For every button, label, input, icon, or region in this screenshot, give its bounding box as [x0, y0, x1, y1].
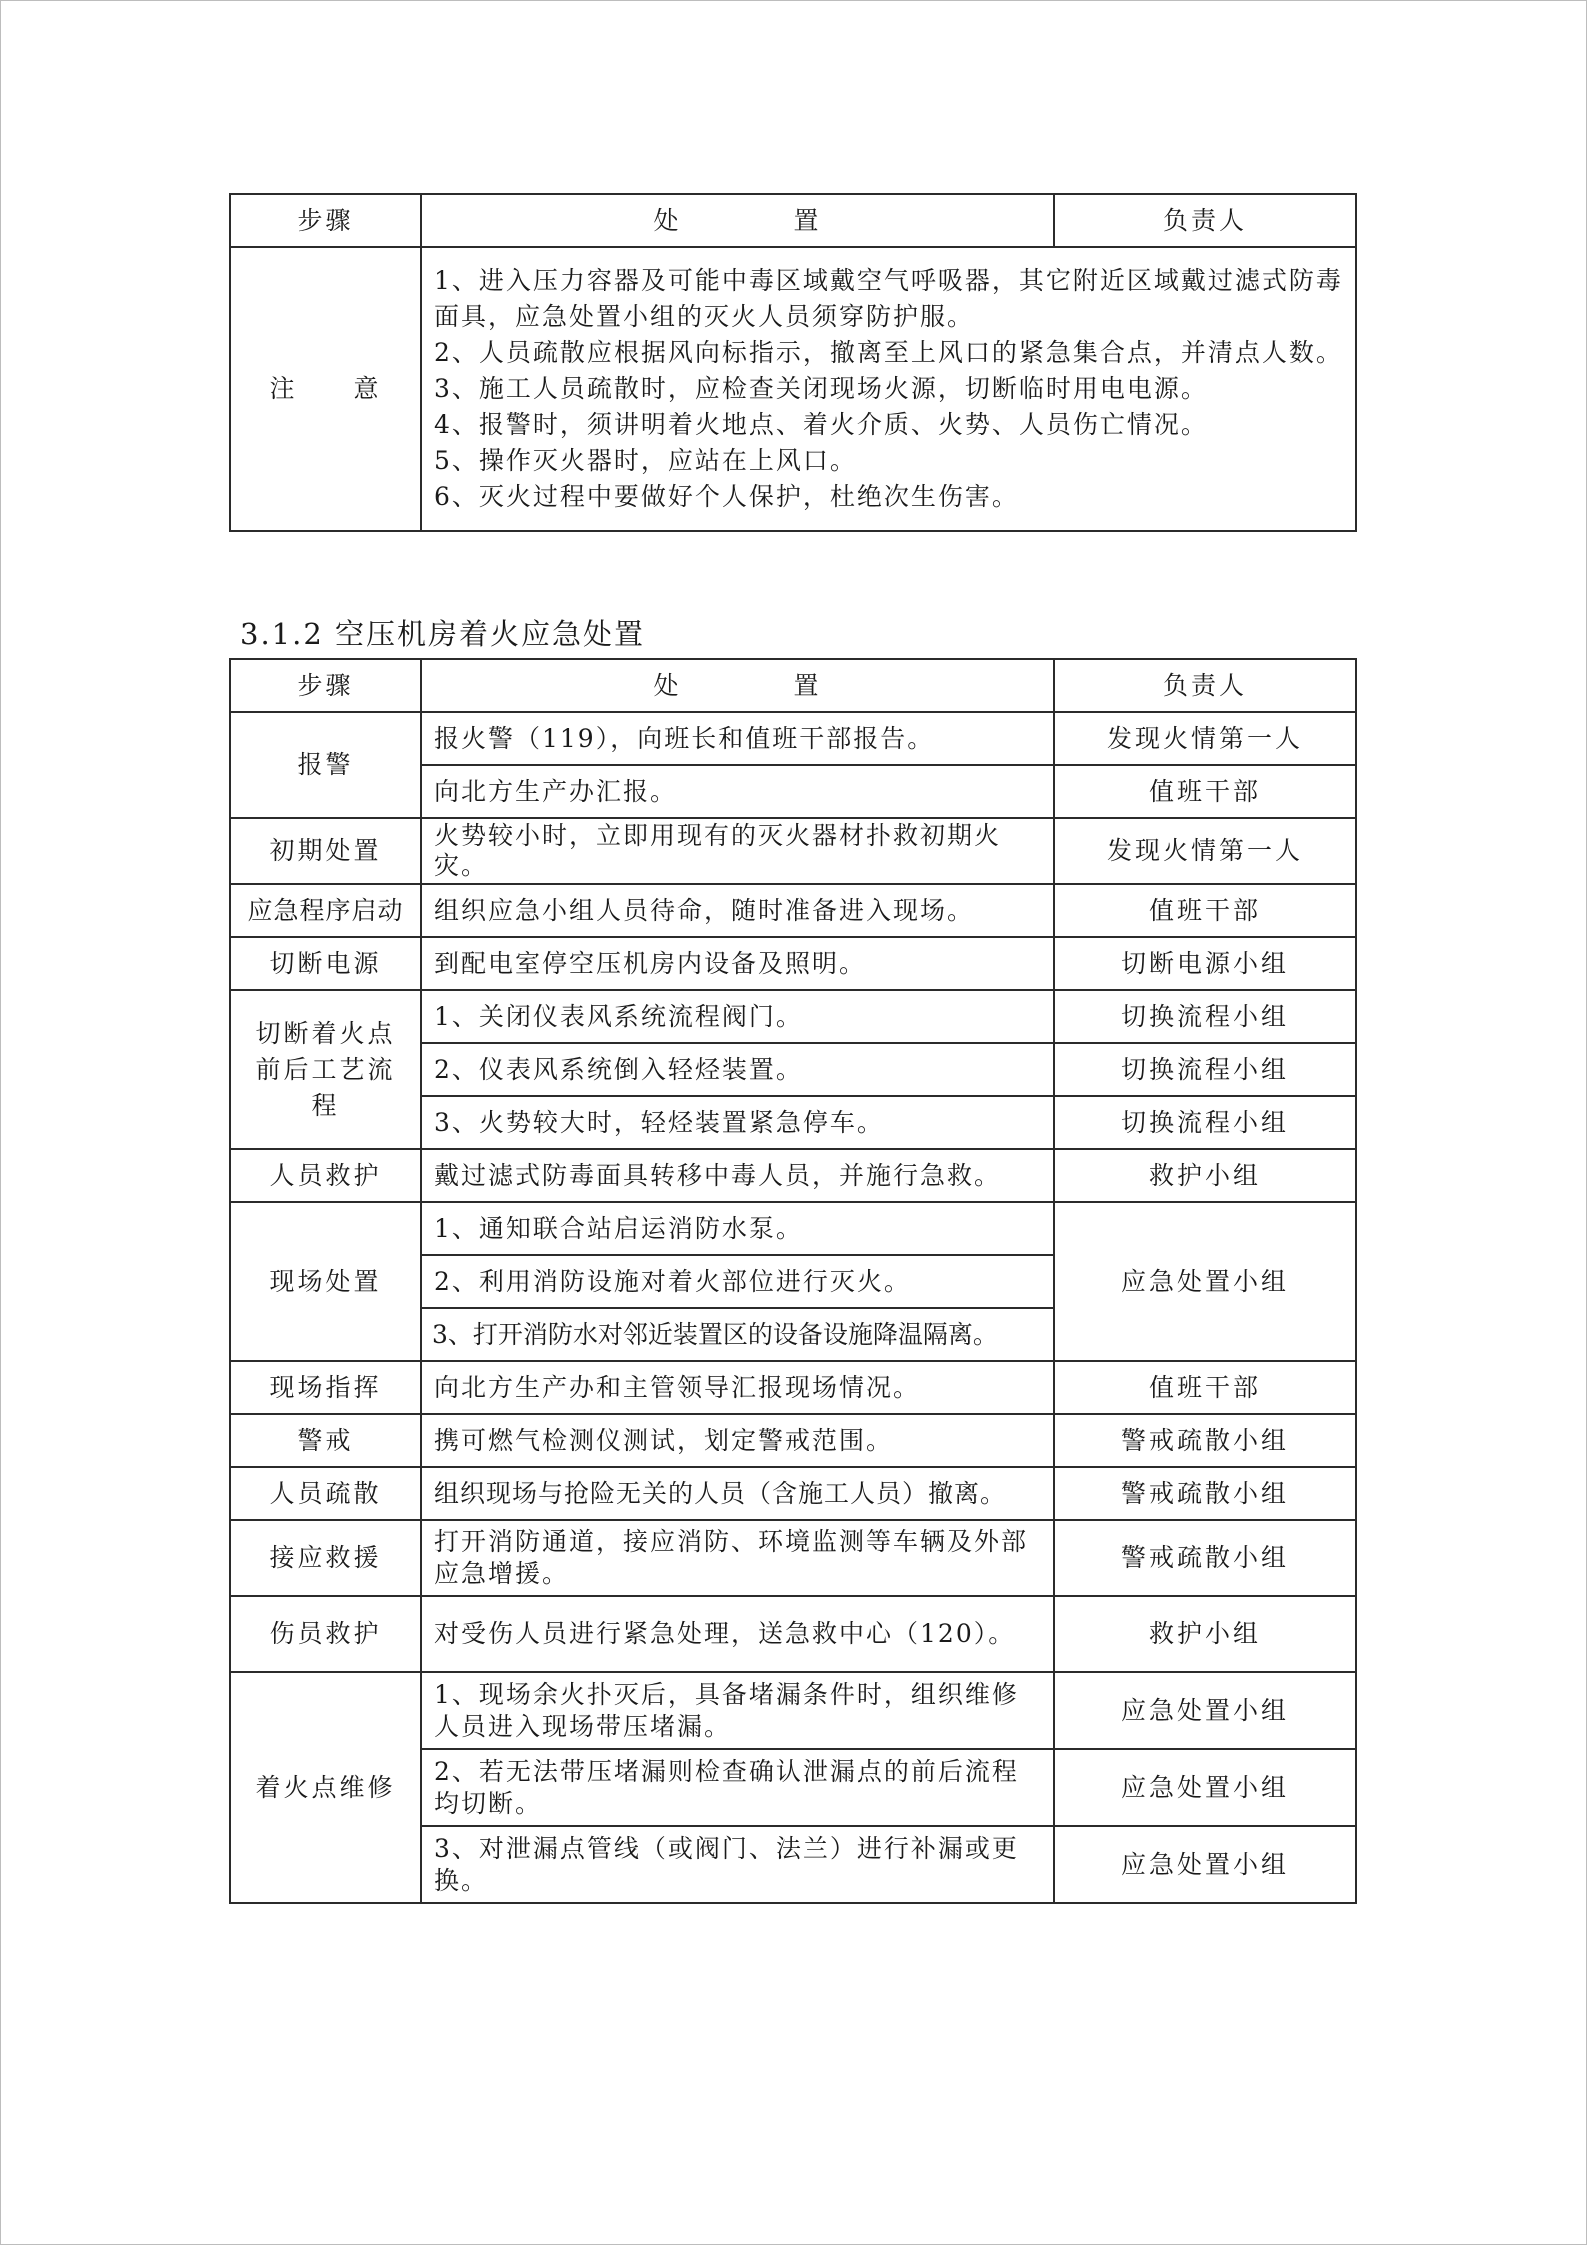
action-cell: 1、通知联合站启运消防水泵。 [421, 1202, 1054, 1255]
owner-cell: 切换流程小组 [1054, 990, 1356, 1043]
note-item: 3、施工人员疏散时，应检查关闭现场火源，切断临时用电电源。 [434, 374, 1208, 403]
owner-cell: 应急处置小组 [1054, 1202, 1356, 1361]
action-cell: 3、对泄漏点管线（或阀门、法兰）进行补漏或更换。 [421, 1826, 1054, 1903]
owner-cell: 应急处置小组 [1054, 1749, 1356, 1826]
action-cell: 1、现场余火扑灭后，具备堵漏条件时，组织维修人员进入现场带压堵漏。 [421, 1672, 1054, 1749]
header-step: 步骤 [230, 194, 421, 247]
step-cell: 伤员救护 [230, 1596, 421, 1672]
owner-cell: 救护小组 [1054, 1596, 1356, 1672]
step-cell: 应急程序启动 [230, 884, 421, 937]
action-cell: 对受伤人员进行紧急处理，送急救中心（120）。 [421, 1596, 1054, 1672]
step-cell: 接应救援 [230, 1520, 421, 1596]
owner-cell: 发现火情第一人 [1054, 712, 1356, 765]
action-cell: 携可燃气检测仪测试，划定警戒范围。 [421, 1414, 1054, 1467]
note-item: 6、灭火过程中要做好个人保护，杜绝次生伤害。 [434, 482, 1019, 511]
action-cell: 3、打开消防水对邻近装置区的设备设施降温隔离。 [421, 1308, 1054, 1361]
header-action: 处 置 [421, 659, 1054, 712]
action-cell: 2、利用消防设施对着火部位进行灭火。 [421, 1255, 1054, 1308]
note-item: 4、报警时，须讲明着火地点、着火介质、火势、人员伤亡情况。 [434, 410, 1208, 439]
action-cell: 2、仪表风系统倒入轻烃装置。 [421, 1043, 1054, 1096]
header-owner: 负责人 [1054, 659, 1356, 712]
owner-cell: 值班干部 [1054, 884, 1356, 937]
owner-cell: 切断电源小组 [1054, 937, 1356, 990]
header-owner: 负责人 [1054, 194, 1356, 247]
note-item: 2、人员疏散应根据风向标指示，撤离至上风口的紧急集合点，并清点人数。 [434, 338, 1343, 367]
action-cell: 2、若无法带压堵漏则检查确认泄漏点的前后流程均切断。 [421, 1749, 1054, 1826]
owner-cell: 切换流程小组 [1054, 1096, 1356, 1149]
step-cell: 现场指挥 [230, 1361, 421, 1414]
step-cell: 报警 [230, 712, 421, 818]
owner-cell: 切换流程小组 [1054, 1043, 1356, 1096]
step-cell: 现场处置 [230, 1202, 421, 1361]
action-cell: 向北方生产办和主管领导汇报现场情况。 [421, 1361, 1054, 1414]
action-cell: 3、火势较大时，轻烃装置紧急停车。 [421, 1096, 1054, 1149]
step-cell: 警戒 [230, 1414, 421, 1467]
owner-cell: 救护小组 [1054, 1149, 1356, 1202]
owner-cell: 值班干部 [1054, 765, 1356, 818]
owner-cell: 发现火情第一人 [1054, 818, 1356, 884]
action-cell: 报火警（119），向班长和值班干部报告。 [421, 712, 1054, 765]
step-cell: 着火点维修 [230, 1672, 421, 1903]
action-cell: 组织应急小组人员待命，随时准备进入现场。 [421, 884, 1054, 937]
step-cell: 切断电源 [230, 937, 421, 990]
action-cell: 向北方生产办汇报。 [421, 765, 1054, 818]
action-cell: 戴过滤式防毒面具转移中毒人员，并施行急救。 [421, 1149, 1054, 1202]
step-cell: 切断着火点前后工艺流程 [230, 990, 421, 1149]
action-cell: 打开消防通道，接应消防、环境监测等车辆及外部应急增援。 [421, 1520, 1054, 1596]
action-cell: 组织现场与抢险无关的人员（含施工人员）撤离。 [421, 1467, 1054, 1520]
header-action: 处 置 [421, 194, 1054, 247]
owner-cell: 值班干部 [1054, 1361, 1356, 1414]
notes-cell [421, 247, 1356, 531]
notes-table [229, 193, 1357, 532]
procedure-table [229, 658, 1357, 1904]
owner-cell: 应急处置小组 [1054, 1672, 1356, 1749]
step-cell: 人员救护 [230, 1149, 421, 1202]
owner-cell: 警戒疏散小组 [1054, 1467, 1356, 1520]
action-cell: 1、关闭仪表风系统流程阀门。 [421, 990, 1054, 1043]
owner-cell: 警戒疏散小组 [1054, 1414, 1356, 1467]
step-cell: 人员疏散 [230, 1467, 421, 1520]
note-item: 5、操作灭火器时，应站在上风口。 [434, 446, 857, 475]
notes-label: 注 意 [230, 247, 421, 531]
header-step: 步骤 [230, 659, 421, 712]
action-cell: 火势较小时，立即用现有的灭火器材扑救初期火灾。 [421, 818, 1054, 884]
action-cell: 到配电室停空压机房内设备及照明。 [421, 937, 1054, 990]
section-title: 3.1.2 空压机房着火应急处置 [240, 617, 646, 651]
owner-cell: 应急处置小组 [1054, 1826, 1356, 1903]
step-cell: 初期处置 [230, 818, 421, 884]
note-item: 1、进入压力容器及可能中毒区域戴空气呼吸器，其它附近区域戴过滤式防毒面具，应急处置小组的灭火人员须穿防护服。 [434, 266, 1343, 331]
owner-cell: 警戒疏散小组 [1054, 1520, 1356, 1596]
